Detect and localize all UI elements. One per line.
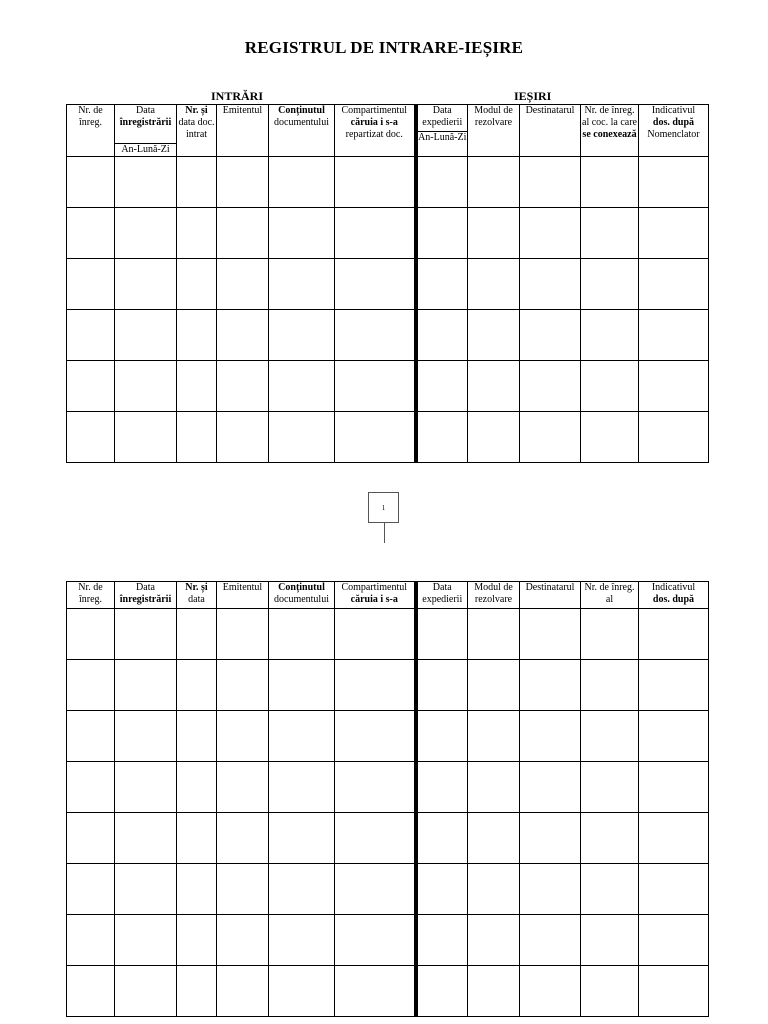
table-row <box>67 412 709 463</box>
table-cell[interactable] <box>217 208 269 259</box>
header-nr-data-doc: Nr. și data doc. intrat <box>177 105 217 157</box>
table-cell[interactable] <box>269 864 335 915</box>
table-cell[interactable] <box>520 813 581 864</box>
table-cell[interactable] <box>269 208 335 259</box>
table-header-row <box>67 105 709 157</box>
table-row <box>67 762 709 813</box>
header-nr-inreg: Nr. de înreg. <box>67 105 115 157</box>
table-row <box>67 361 709 412</box>
table-body <box>67 157 709 463</box>
table-cell[interactable] <box>468 259 520 310</box>
table-row <box>67 208 709 259</box>
table-cell[interactable] <box>115 208 177 259</box>
table-cell[interactable] <box>217 609 269 660</box>
table-cell[interactable] <box>639 966 709 1017</box>
table-cell[interactable] <box>177 259 217 310</box>
table-row <box>67 609 709 660</box>
table-cell[interactable] <box>269 762 335 813</box>
table-cell[interactable] <box>67 259 115 310</box>
table-cell[interactable] <box>520 966 581 1017</box>
header-emitentul: Emitentul <box>217 105 269 157</box>
table-cell[interactable] <box>416 412 468 463</box>
header-modul-rezolvare: Modul de rezolvare <box>468 582 520 609</box>
table-cell[interactable] <box>520 915 581 966</box>
table-cell[interactable] <box>115 259 177 310</box>
table-row <box>67 711 709 762</box>
table-cell[interactable] <box>115 762 177 813</box>
table-cell[interactable] <box>115 711 177 762</box>
table-cell[interactable] <box>520 361 581 412</box>
table-cell[interactable] <box>416 310 468 361</box>
table-cell[interactable] <box>468 208 520 259</box>
table-cell[interactable] <box>581 711 639 762</box>
table-cell[interactable] <box>177 813 217 864</box>
table-cell[interactable] <box>581 157 639 208</box>
table-cell[interactable] <box>269 915 335 966</box>
table-cell[interactable] <box>581 609 639 660</box>
table-cell[interactable] <box>639 660 709 711</box>
table-cell[interactable] <box>639 762 709 813</box>
table-cell[interactable] <box>217 660 269 711</box>
table-cell[interactable] <box>416 966 468 1017</box>
table-cell[interactable] <box>269 259 335 310</box>
table-cell[interactable] <box>581 660 639 711</box>
table-cell[interactable] <box>416 660 468 711</box>
table-cell[interactable] <box>468 412 520 463</box>
table-cell[interactable] <box>581 208 639 259</box>
table-cell[interactable] <box>520 609 581 660</box>
table-cell[interactable] <box>335 208 416 259</box>
table-cell[interactable] <box>115 157 177 208</box>
table-cell[interactable] <box>217 310 269 361</box>
table-row <box>67 660 709 711</box>
table-cell[interactable] <box>468 361 520 412</box>
header-data-expedierii: Data expedierii <box>416 582 468 609</box>
table-cell[interactable] <box>468 915 520 966</box>
table-cell[interactable] <box>269 609 335 660</box>
table-cell[interactable] <box>335 609 416 660</box>
table-cell[interactable] <box>416 361 468 412</box>
table-row <box>67 259 709 310</box>
table-cell[interactable] <box>115 609 177 660</box>
table-cell[interactable] <box>335 711 416 762</box>
table-cell[interactable] <box>269 966 335 1017</box>
table-cell[interactable] <box>217 813 269 864</box>
table-cell[interactable] <box>335 762 416 813</box>
table-cell[interactable] <box>335 864 416 915</box>
table-cell[interactable] <box>217 259 269 310</box>
table-cell[interactable] <box>581 915 639 966</box>
table-row <box>67 813 709 864</box>
table-cell[interactable] <box>177 609 217 660</box>
table-cell[interactable] <box>115 864 177 915</box>
table-cell[interactable] <box>115 361 177 412</box>
table-row <box>67 966 709 1017</box>
table-cell[interactable] <box>177 157 217 208</box>
header-nr-data: Nr. și data <box>177 582 217 609</box>
table-cell[interactable] <box>468 310 520 361</box>
header-continutul: Conținutul documentului <box>269 105 335 157</box>
table-cell[interactable] <box>639 259 709 310</box>
table-cell[interactable] <box>67 864 115 915</box>
table-cell[interactable] <box>115 310 177 361</box>
table-cell[interactable] <box>177 864 217 915</box>
table-cell[interactable] <box>416 609 468 660</box>
table-cell[interactable] <box>639 361 709 412</box>
table-row <box>67 915 709 966</box>
table-cell[interactable] <box>468 711 520 762</box>
table-cell[interactable] <box>217 915 269 966</box>
table-cell[interactable] <box>416 711 468 762</box>
table-cell[interactable] <box>335 412 416 463</box>
table-cell[interactable] <box>115 915 177 966</box>
table-cell[interactable] <box>416 864 468 915</box>
table-cell[interactable] <box>335 310 416 361</box>
document-title: REGISTRUL DE INTRARE-IEȘIRE <box>244 38 524 57</box>
table-cell[interactable] <box>67 609 115 660</box>
table-cell[interactable] <box>67 915 115 966</box>
table-cell[interactable] <box>416 208 468 259</box>
table-cell[interactable] <box>269 361 335 412</box>
table-cell[interactable] <box>177 762 217 813</box>
table-cell[interactable] <box>115 412 177 463</box>
header-indicativul: Indicativul dos. după Nomenclator <box>639 105 709 157</box>
table-cell[interactable] <box>177 711 217 762</box>
table-cell[interactable] <box>639 864 709 915</box>
table-row <box>67 864 709 915</box>
table-cell[interactable] <box>217 864 269 915</box>
table-cell[interactable] <box>67 157 115 208</box>
table-cell[interactable] <box>177 915 217 966</box>
table-cell[interactable] <box>468 660 520 711</box>
table-cell[interactable] <box>269 310 335 361</box>
section-label-intrari: INTRĂRI <box>211 89 264 103</box>
table-cell[interactable] <box>468 864 520 915</box>
table-cell[interactable] <box>67 711 115 762</box>
table-cell[interactable] <box>416 157 468 208</box>
table-cell[interactable] <box>639 157 709 208</box>
table-cell[interactable] <box>335 813 416 864</box>
table-cell[interactable] <box>217 711 269 762</box>
table-cell[interactable] <box>520 864 581 915</box>
table-cell[interactable] <box>67 813 115 864</box>
table-cell[interactable] <box>217 361 269 412</box>
table-cell[interactable] <box>269 412 335 463</box>
table-cell[interactable] <box>468 762 520 813</box>
table-cell[interactable] <box>468 157 520 208</box>
table-cell[interactable] <box>177 208 217 259</box>
table-cell[interactable] <box>217 157 269 208</box>
section-label-iesiri: IEȘIRI <box>514 89 552 103</box>
table-cell[interactable] <box>115 660 177 711</box>
table-cell[interactable] <box>416 762 468 813</box>
table-cell[interactable] <box>468 609 520 660</box>
table-cell[interactable] <box>520 208 581 259</box>
table-cell[interactable] <box>639 813 709 864</box>
table-cell[interactable] <box>639 412 709 463</box>
header-nr-inreg-al: Nr. de înreg. al <box>581 582 639 609</box>
table-cell[interactable] <box>468 966 520 1017</box>
table-row <box>67 157 709 208</box>
table-cell[interactable] <box>269 660 335 711</box>
table-cell[interactable] <box>177 966 217 1017</box>
table-cell[interactable] <box>217 762 269 813</box>
header-compartimentul: Compartimentul căruia i s-a <box>335 582 416 609</box>
header-continutul: Conținutul documentului <box>269 582 335 609</box>
table-cell[interactable] <box>67 310 115 361</box>
table-cell[interactable] <box>581 762 639 813</box>
table-cell[interactable] <box>177 310 217 361</box>
header-indicativul: Indicativul dos. după <box>639 582 709 609</box>
table-cell[interactable] <box>520 711 581 762</box>
table-cell[interactable] <box>269 813 335 864</box>
table-cell[interactable] <box>581 361 639 412</box>
header-destinatarul: Destinatarul <box>520 105 581 157</box>
table-body <box>67 609 709 1017</box>
table-cell[interactable] <box>67 361 115 412</box>
table-cell[interactable] <box>520 157 581 208</box>
table-cell[interactable] <box>335 157 416 208</box>
page-number-tick <box>384 523 385 543</box>
table-cell[interactable] <box>335 259 416 310</box>
table-cell[interactable] <box>217 412 269 463</box>
table-cell[interactable] <box>639 310 709 361</box>
table-cell[interactable] <box>269 711 335 762</box>
table-cell[interactable] <box>416 915 468 966</box>
table-cell[interactable] <box>217 966 269 1017</box>
header-destinatarul: Destinatarul <box>520 582 581 609</box>
header-data-inregistrarii: Data înregistrării An-Lună-Zi <box>115 105 177 157</box>
table-cell[interactable] <box>468 813 520 864</box>
table-cell[interactable] <box>67 762 115 813</box>
header-nr-inreg: Nr. de înreg. <box>67 582 115 609</box>
table-cell[interactable] <box>520 762 581 813</box>
table-cell[interactable] <box>520 310 581 361</box>
table-cell[interactable] <box>639 609 709 660</box>
table-cell[interactable] <box>416 259 468 310</box>
header-modul-rezolvare: Modul de rezolvare <box>468 105 520 157</box>
page-number-box: 1 <box>368 492 399 523</box>
table-cell[interactable] <box>520 259 581 310</box>
table-cell[interactable] <box>581 412 639 463</box>
table-cell[interactable] <box>581 259 639 310</box>
table-cell[interactable] <box>115 966 177 1017</box>
table-cell[interactable] <box>67 966 115 1017</box>
header-data-inregistrarii: Data înregistrării <box>115 582 177 609</box>
table-cell[interactable] <box>177 412 217 463</box>
table-cell[interactable] <box>639 711 709 762</box>
register-table-page-1 <box>66 104 709 463</box>
header-nr-conexeaza: Nr. de înreg. al coc. la care se conexează <box>581 105 639 157</box>
table-cell[interactable] <box>269 157 335 208</box>
table-cell[interactable] <box>581 966 639 1017</box>
table-header-row <box>67 582 709 609</box>
table-cell[interactable] <box>335 915 416 966</box>
header-emitentul: Emitentul <box>217 582 269 609</box>
table-row <box>67 310 709 361</box>
table-cell[interactable] <box>639 208 709 259</box>
table-cell[interactable] <box>520 660 581 711</box>
table-cell[interactable] <box>639 915 709 966</box>
register-table-page-2 <box>66 581 709 1017</box>
table-cell[interactable] <box>67 208 115 259</box>
table-cell[interactable] <box>335 966 416 1017</box>
table-cell[interactable] <box>520 412 581 463</box>
table-cell[interactable] <box>177 361 217 412</box>
table-cell[interactable] <box>581 310 639 361</box>
table-cell[interactable] <box>335 361 416 412</box>
table-cell[interactable] <box>115 813 177 864</box>
header-data-expedierii: Data expedierii An-Lună-Zi <box>416 105 468 157</box>
table-cell[interactable] <box>335 660 416 711</box>
table-cell[interactable] <box>416 813 468 864</box>
table-cell[interactable] <box>581 813 639 864</box>
table-cell[interactable] <box>67 412 115 463</box>
table-cell[interactable] <box>581 864 639 915</box>
table-cell[interactable] <box>67 660 115 711</box>
table-cell[interactable] <box>177 660 217 711</box>
header-compartimentul: Compartimentul căruia i s-a repartizat doc. <box>335 105 416 157</box>
